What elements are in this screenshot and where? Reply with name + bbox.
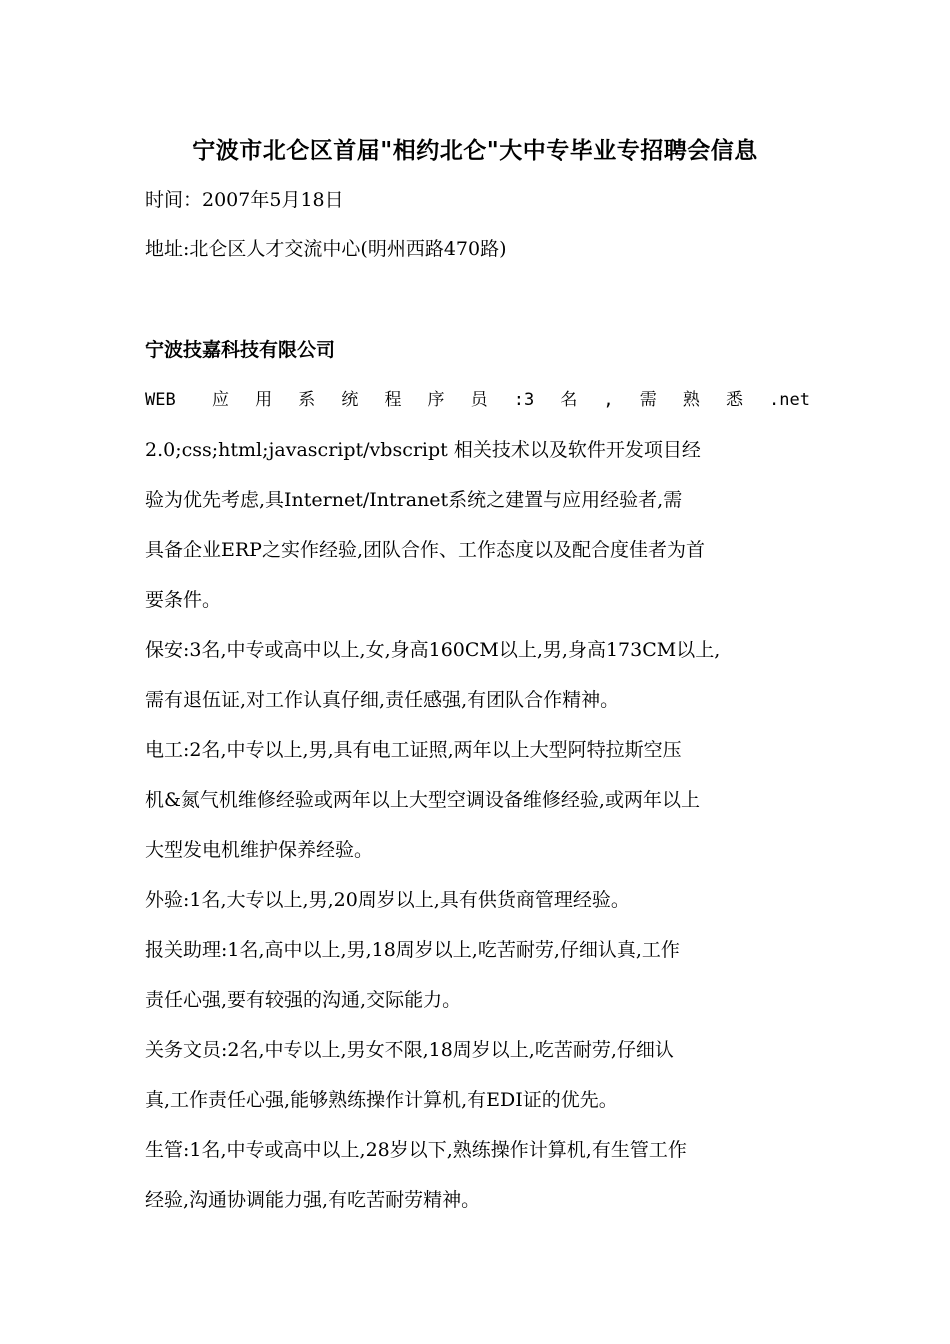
paragraph-line: 具备企业ERP之实作经验,团队合作、工作态度以及配合度佳者为首: [145, 539, 706, 561]
job-listings: [145, 383, 810, 1233]
paragraph-line: 要条件。: [145, 589, 222, 611]
paragraph-line: 机&氮气机维修经验或两年以上大型空调设备维修经验,或两年以上: [145, 789, 700, 811]
event-time: 时间：2007年5月18日: [145, 189, 344, 211]
paragraph-line: 责任心强,要有较强的沟通,交际能力。: [145, 989, 462, 1011]
paragraph-line: 大型发电机维护保养经验。: [145, 839, 374, 861]
paragraph-line: 外验:1名,大专以上,男,20周岁以上,具有供货商管理经验。: [145, 889, 630, 911]
event-address: 地址:北仑区人才交流中心(明州西路470路): [145, 238, 507, 260]
paragraph-line: 经验,沟通协调能力强,有吃苦耐劳精神。: [145, 1189, 481, 1211]
paragraph-line: 关务文员:2名,中专以上,男女不限,18周岁以上,吃苦耐劳,仔细认: [145, 1039, 674, 1061]
paragraph-line: 电工:2名,中专以上,男,具有电工证照,两年以上大型阿特拉斯空压: [145, 739, 682, 761]
paragraph-line: 2.0;css;html;javascript/vbscript 相关技术以及软件开发项目经: [145, 439, 701, 461]
paragraph-line: WEB 应用系统程序员:3名,需熟悉.net: [145, 390, 810, 410]
company-name: 宁波技嘉科技有限公司: [145, 339, 336, 361]
paragraph-line: 报关助理:1名,高中以上,男,18周岁以上,吃苦耐劳,仔细认真,工作: [145, 939, 680, 961]
document-title: 宁波市北仑区首届"相约北仑"大中专毕业专招聘会信息: [192, 138, 758, 164]
paragraph-line: 验为优先考虑,具Internet/Intranet系统之建置与应用经验者,需: [145, 489, 683, 511]
paragraph-line: 生管:1名,中专或高中以上,28岁以下,熟练操作计算机,有生管工作: [145, 1139, 687, 1161]
paragraph-line: 真,工作责任心强,能够熟练操作计算机,有EDI证的优先。: [145, 1089, 618, 1111]
paragraph-line: 保安:3名,中专或高中以上,女,身高160CM以上,男,身高173CM以上,: [145, 639, 721, 661]
paragraph-line: 需有退伍证,对工作认真仔细,责任感强,有团队合作精神。: [145, 689, 620, 711]
